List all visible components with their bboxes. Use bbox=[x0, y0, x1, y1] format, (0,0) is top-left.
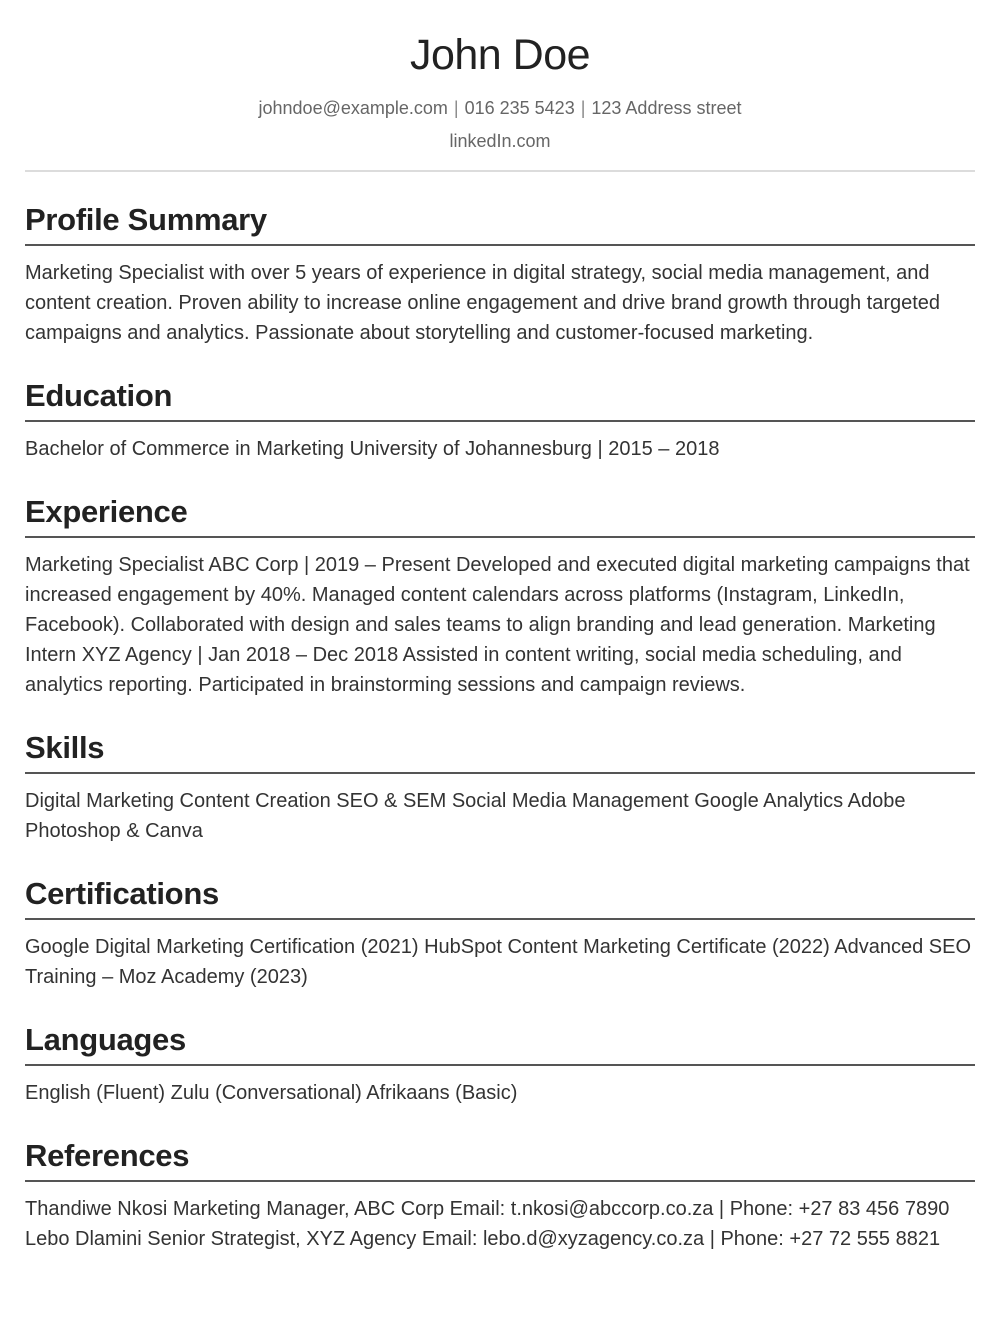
contact-linkedin: linkedIn.com bbox=[449, 131, 551, 151]
section-education bbox=[25, 376, 975, 464]
section-title: Skills bbox=[25, 728, 975, 774]
section-body: Bachelor of Commerce in Marketing University of Johannesburg | 2015 – 2018 bbox=[25, 438, 720, 460]
section-body: English (Fluent) Zulu (Conversational) Afrikaans (Basic) bbox=[25, 1082, 518, 1104]
section-body: Google Digital Marketing Certification (2021) HubSpot Content Marketing Certificate (2022) Advanced SEO Training – Moz Academy (2023) bbox=[25, 936, 972, 988]
section-title: References bbox=[25, 1136, 975, 1182]
contact-address: 123 Address street bbox=[591, 98, 742, 118]
section-body: Marketing Specialist ABC Corp | 2019 – Present Developed and executed digital marketing campaigns that increased engagement by 40%. Managed content calendars across platforms (Instagram, LinkedIn, Facebook). Collaborated with design and sales teams to align branding and lead generation. Marketing Intern XYZ Agency | Jan 2018 – Dec 2018 Assisted in content writing, social media scheduling, and analytics reporting. Participated in brainstorming sessions and campaign reviews. bbox=[25, 554, 970, 696]
contact-line bbox=[25, 92, 975, 125]
resume-header bbox=[25, 30, 975, 172]
section-skills bbox=[25, 728, 975, 846]
section-profile-summary bbox=[25, 200, 975, 348]
section-title: Certifications bbox=[25, 874, 975, 920]
contact-phone: 016 235 5423 bbox=[464, 98, 575, 118]
section-title: Languages bbox=[25, 1020, 975, 1066]
contact-separator: | bbox=[580, 98, 586, 118]
contact-linkedin-line bbox=[25, 125, 975, 158]
contact-email: johndoe@example.com bbox=[258, 98, 448, 118]
resume-page bbox=[25, 0, 975, 1254]
contact-separator: | bbox=[453, 98, 459, 118]
section-body: Marketing Specialist with over 5 years of experience in digital strategy, social media management, and content creation. Proven ability to increase online engagement and drive brand growth through targeted campaigns and analytics. Passionate about storytelling and customer-focused marketing. bbox=[25, 262, 941, 344]
section-experience bbox=[25, 492, 975, 700]
section-certifications bbox=[25, 874, 975, 992]
section-title: Education bbox=[25, 376, 975, 422]
section-references bbox=[25, 1136, 975, 1254]
section-title: Profile Summary bbox=[25, 200, 975, 246]
section-title: Experience bbox=[25, 492, 975, 538]
section-languages bbox=[25, 1020, 975, 1108]
candidate-name: John Doe bbox=[409, 31, 591, 79]
section-body: Digital Marketing Content Creation SEO & SEM Social Media Management Google Analytics Adobe Photoshop & Canva bbox=[25, 790, 906, 842]
section-body: Thandiwe Nkosi Marketing Manager, ABC Corp Email: t.nkosi@abccorp.co.za | Phone: +27 83 456 7890 Lebo Dlamini Senior Strategist, XYZ Agency Email: lebo.d@xyzagency.co.za | Phone: +27 72 555 8821 bbox=[25, 1198, 950, 1250]
